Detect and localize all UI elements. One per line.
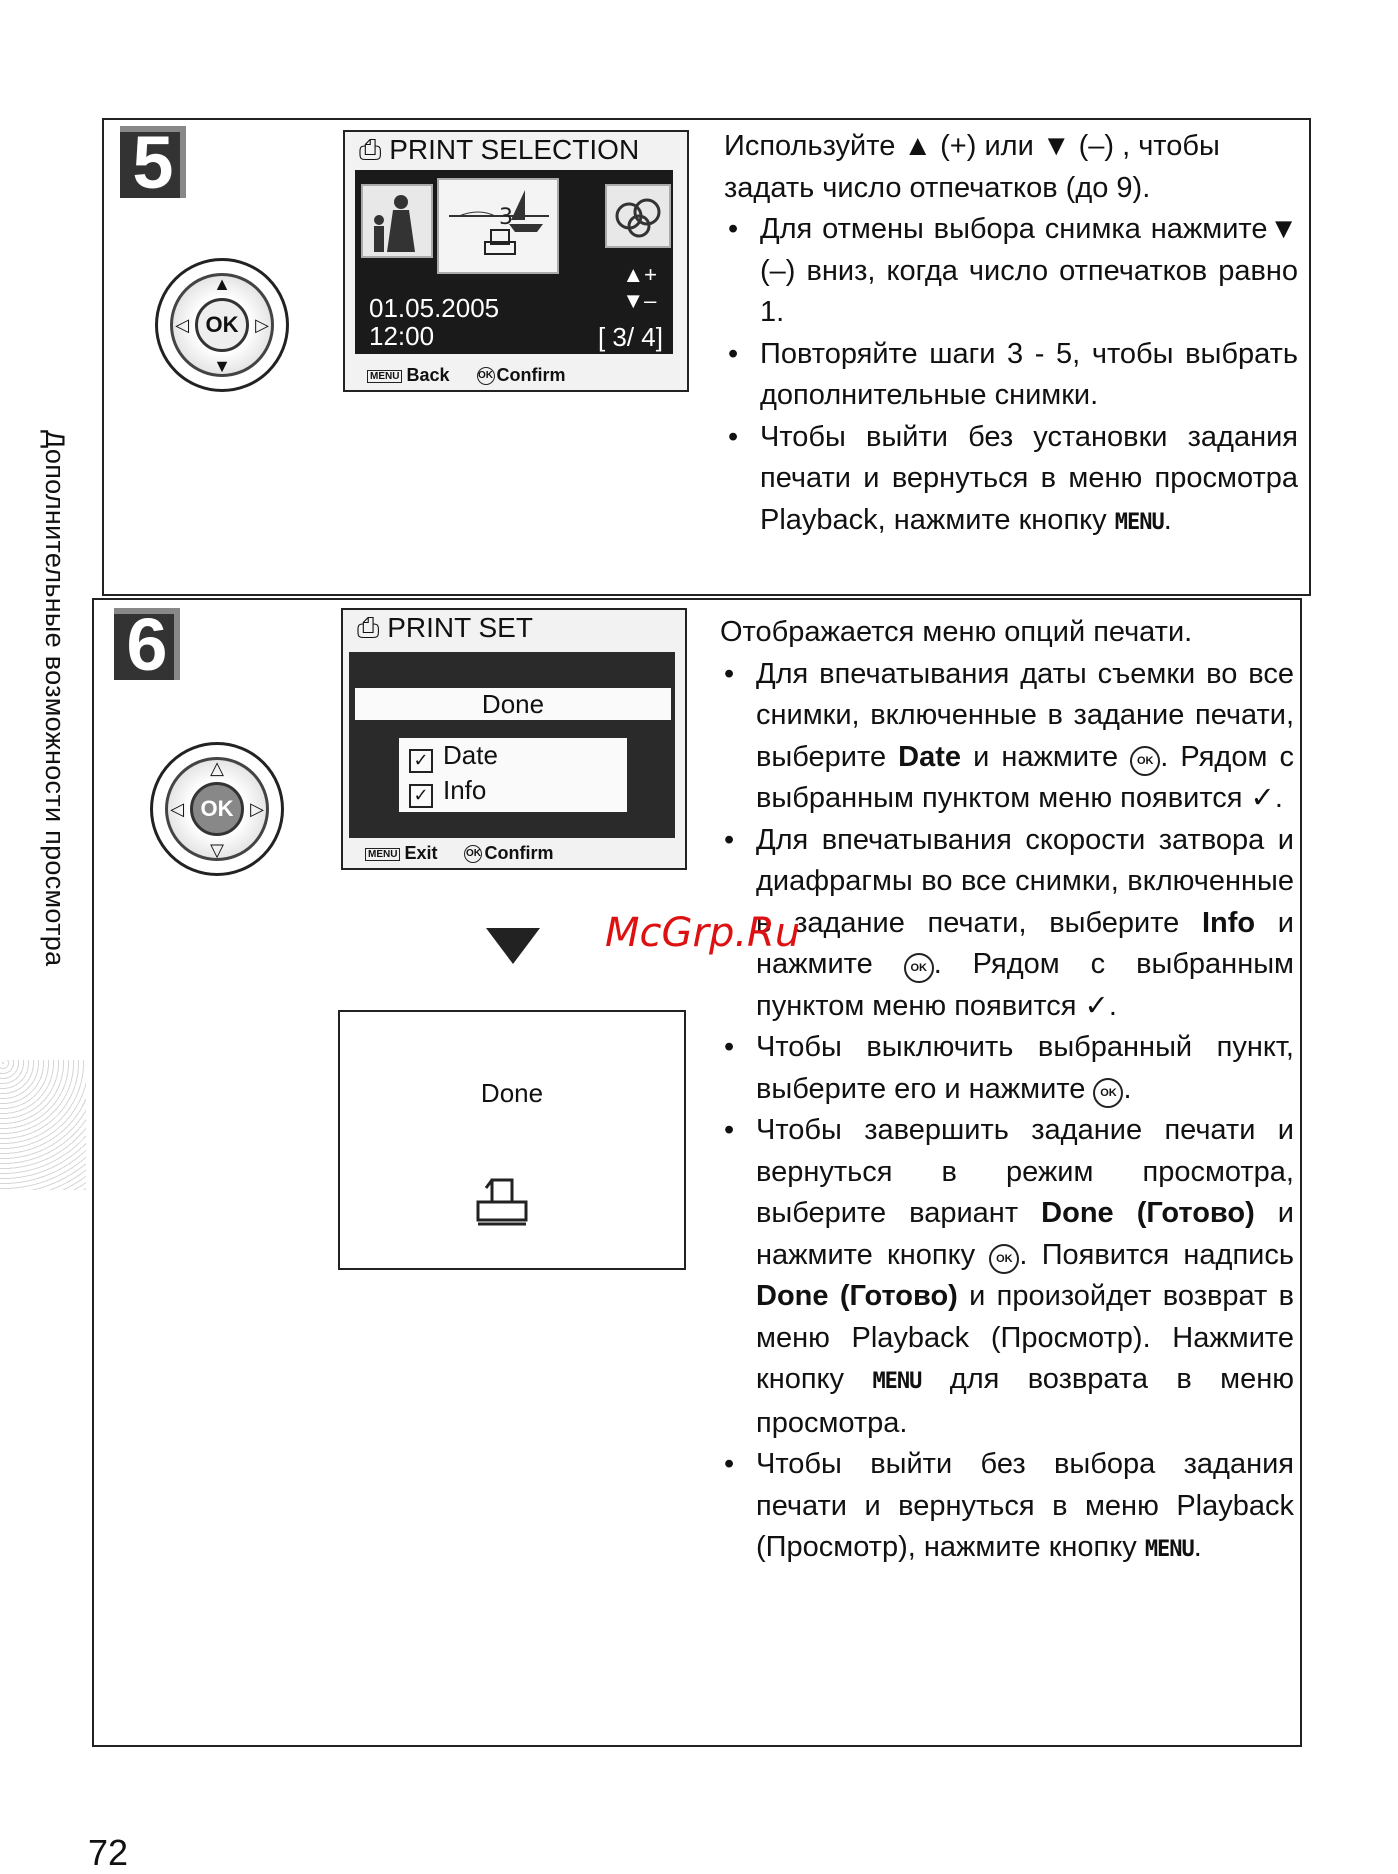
menu-key: MENU bbox=[1114, 509, 1164, 535]
printer-icon bbox=[472, 1172, 532, 1232]
halftone-decoration bbox=[0, 1060, 86, 1190]
option-date: ✓ Date bbox=[399, 738, 627, 773]
list-item: • Чтобы выйти без установки задания печати и вернуться в меню просмотра Playback, нажмите кнопку MENU. bbox=[724, 417, 1298, 544]
step-5-number: 5 bbox=[120, 126, 186, 198]
printer-icon: ⎙ bbox=[359, 134, 382, 165]
svg-text:3: 3 bbox=[499, 205, 513, 230]
printer-icon: ⎙ bbox=[357, 612, 380, 643]
menu-key-icon: MENU bbox=[367, 370, 402, 383]
thumbnail-left bbox=[361, 184, 433, 258]
menu-key-icon: MENU bbox=[365, 848, 400, 861]
side-caption-text: Дополнительные возможности просмотра bbox=[40, 430, 70, 967]
lcd-title-text: PRINT SET bbox=[387, 612, 533, 643]
arrow-down-icon bbox=[486, 928, 540, 964]
watermark: McGrp.Ru bbox=[605, 910, 801, 956]
footer-confirm-label: Confirm bbox=[484, 843, 554, 863]
ok-symbol-icon: OK bbox=[904, 953, 934, 983]
lcd-screen bbox=[355, 170, 673, 354]
ok-key-icon: OK bbox=[464, 845, 482, 863]
lcd-print-selection bbox=[343, 130, 689, 392]
step-6-intro: Отображается меню опций печати. bbox=[720, 616, 1193, 648]
lcd-date-time bbox=[369, 294, 499, 350]
left-arrow-icon: ◁ bbox=[170, 799, 184, 819]
list-item: • Для впечатывания даты съемки во все снимки, включенные в задание печати, выберите Date и нажмите OK . Рядом с выбранным пунктом меню появится ✓. bbox=[720, 654, 1294, 820]
footer-exit-label: Exit bbox=[404, 843, 438, 863]
step-5-intro: Используйте ▲ (+) или ▼ (–) , чтобы задать число отпечатков (до 9). bbox=[724, 130, 1220, 204]
step-6-text bbox=[720, 612, 1294, 1571]
lcd-print-set bbox=[341, 608, 687, 870]
plus-minus-indicator: ▲+ ▼– bbox=[622, 262, 657, 313]
footer-confirm-label: Confirm bbox=[496, 365, 566, 385]
ok-symbol-icon: OK bbox=[1130, 746, 1160, 776]
list-item: • Чтобы завершить задание печати и вернуться в режим просмотра, выберите вариант Done (Готово) и нажмите кнопку OK . Появится надпись Done (Готово) и произойдет возврат в меню Playback (Просмотр). Нажмите кнопку MENU для возврата в меню просмотра. bbox=[720, 1110, 1294, 1444]
option-info: ✓ Info bbox=[399, 773, 627, 808]
right-arrow-icon: ▷ bbox=[255, 315, 269, 335]
ok-button-icon: OK bbox=[190, 782, 244, 836]
ok-symbol-icon: OK bbox=[989, 1244, 1019, 1274]
footer-back-label: Back bbox=[406, 365, 450, 385]
lcd-title bbox=[343, 610, 685, 646]
right-arrow-icon: ▷ bbox=[250, 799, 264, 819]
menu-key: MENU bbox=[872, 1369, 922, 1394]
done-text: Done bbox=[480, 1078, 544, 1108]
lcd-footer bbox=[343, 843, 685, 864]
side-caption bbox=[30, 430, 70, 1050]
lcd-title-text: PRINT SELECTION bbox=[389, 134, 640, 165]
list-item: • Чтобы выключить выбранный пункт, выберите его и нажмите OK . bbox=[720, 1027, 1294, 1110]
up-arrow-icon: ▲ bbox=[213, 274, 231, 294]
thumbnail-right bbox=[605, 184, 671, 248]
lcd-date: 01.05.2005 bbox=[369, 293, 500, 323]
page-number: 72 bbox=[88, 1832, 129, 1873]
list-item: • Чтобы выйти без выбора задания печати и вернуться в меню Playback (Просмотр), нажмите кнопку MENU. bbox=[720, 1444, 1294, 1571]
step-5-bullets bbox=[724, 209, 1298, 543]
ok-symbol-icon: OK bbox=[1093, 1078, 1123, 1108]
down-arrow-icon: ▼ bbox=[213, 356, 231, 376]
multi-selector-dial bbox=[150, 742, 284, 876]
multi-selector-dial bbox=[155, 258, 289, 392]
list-item: • Для впечатывания скорости затвора и диафрагмы во все снимки, включенные в задание печати, выберите Info и нажмите OK . Рядом с выбранным пунктом меню появится ✓. bbox=[720, 820, 1294, 1028]
lcd-done-screen bbox=[338, 1010, 686, 1270]
thumbnail-selected bbox=[437, 178, 559, 274]
lcd-title bbox=[345, 132, 687, 168]
lcd-footer bbox=[345, 365, 687, 386]
step-6-number: 6 bbox=[114, 608, 180, 680]
left-arrow-icon: ◁ bbox=[175, 315, 189, 335]
print-counter: [ 3/ 4] bbox=[597, 322, 663, 352]
menu-item-done: Done bbox=[355, 688, 671, 720]
list-item: • Повторяйте шаги 3 - 5, чтобы выбрать дополнительные снимки. bbox=[724, 334, 1298, 417]
step-6-bullets bbox=[720, 654, 1294, 1571]
checkbox-checked-icon: ✓ bbox=[409, 784, 433, 808]
down-arrow-icon: ▽ bbox=[210, 840, 224, 860]
options-list bbox=[399, 738, 627, 812]
lcd-time: 12:00 bbox=[369, 321, 435, 351]
menu-key: MENU bbox=[1144, 1537, 1194, 1562]
step-5-text bbox=[724, 126, 1298, 543]
ok-button-icon: OK bbox=[195, 298, 249, 352]
checkbox-checked-icon: ✓ bbox=[409, 749, 433, 773]
up-arrow-icon: △ bbox=[210, 758, 224, 778]
ok-key-icon: OK bbox=[477, 367, 495, 385]
list-item: • Для отмены выбора снимка нажмите▼ (–) вниз, когда число отпечатков равно 1. bbox=[724, 209, 1298, 334]
